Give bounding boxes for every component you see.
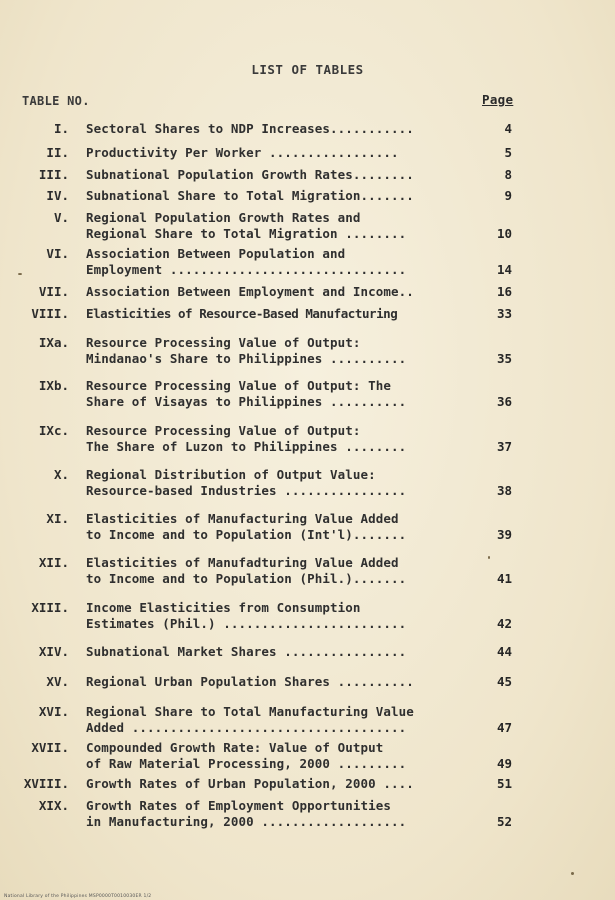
table-title-line: Elasticities of Resource-Based Manufacturing <box>86 306 398 321</box>
table-title <box>86 246 484 278</box>
table-title <box>86 423 484 455</box>
paper-speck <box>18 273 22 275</box>
table-title <box>86 188 484 204</box>
table-title <box>86 600 484 632</box>
page-number: 45 <box>496 674 512 689</box>
table-number: I. <box>53 121 69 136</box>
page-number: 14 <box>496 262 512 277</box>
table-title <box>86 210 484 242</box>
table-title <box>86 644 484 660</box>
table-title-line: Resource-based Industries ................ <box>86 483 407 498</box>
page-number: 10 <box>496 226 512 241</box>
table-title <box>86 555 484 587</box>
table-title <box>86 378 484 410</box>
table-number: VI. <box>46 246 69 261</box>
page-number: 38 <box>496 483 512 498</box>
table-title-line: Association Between Employment and Income.. <box>86 284 414 299</box>
table-title-line: Subnational Market Shares ................ <box>86 644 407 659</box>
table-title-line: to Income and to Population (Int'l)....... <box>86 527 407 542</box>
table-number: IXc. <box>38 423 69 438</box>
table-number: XV. <box>46 674 69 689</box>
table-title <box>86 306 484 322</box>
table-number: V. <box>53 210 69 225</box>
table-title <box>86 740 484 772</box>
table-number: XII. <box>38 555 69 570</box>
table-title-line: Elasticities of Manufacturing Value Added <box>86 511 399 526</box>
table-number: VII. <box>38 284 69 299</box>
table-title-line: The Share of Luzon to Philippines ........ <box>86 439 407 454</box>
table-number: IV. <box>46 188 69 203</box>
table-title-line: Elasticities of Manufadturing Value Added <box>86 555 399 570</box>
table-number: XVI. <box>38 704 69 719</box>
table-title-line: Added .................................... <box>86 720 407 735</box>
page-title: LIST OF TABLES <box>251 62 364 77</box>
table-number: XIII. <box>31 600 69 615</box>
paper-speck <box>488 556 490 559</box>
table-title-line: Income Elasticities from Consumption <box>86 600 361 615</box>
table-number: IXa. <box>38 335 69 350</box>
table-number: II. <box>46 145 69 160</box>
table-title <box>86 776 484 792</box>
table-number: XIX. <box>38 798 69 813</box>
page-number: 44 <box>496 644 512 659</box>
table-title-line: of Raw Material Processing, 2000 ......... <box>86 756 407 771</box>
table-title <box>86 798 484 830</box>
table-number: III. <box>38 167 69 182</box>
table-title-line: Growth Rates of Employment Opportunities <box>86 798 392 813</box>
paper-speck <box>571 872 574 875</box>
table-title <box>86 674 484 690</box>
page-number: 5 <box>504 145 512 160</box>
table-number: XI. <box>46 511 69 526</box>
page-number: 16 <box>496 284 512 299</box>
table-title <box>86 335 484 367</box>
table-title-line: Mindanao's Share to Philippines .......... <box>86 351 407 366</box>
table-number: XVIII. <box>23 776 69 791</box>
table-title-line: Estimates (Phil.) ........................ <box>86 616 407 631</box>
page-number: 39 <box>496 527 512 542</box>
table-title-line: Subnational Share to Total Migration....... <box>86 188 414 203</box>
page-number: 49 <box>496 756 512 771</box>
page-header: Page <box>482 92 514 107</box>
page-number: 37 <box>496 439 512 454</box>
footer-watermark: National Library of the Philippines MSP0000T0010030ER 1/2 <box>4 894 152 899</box>
table-title-line: Share of Visayas to Philippines .......... <box>86 394 407 409</box>
table-no-header: TABLE NO. <box>22 94 90 108</box>
table-number: IXb. <box>38 378 69 393</box>
page-number: 51 <box>496 776 512 791</box>
page-number: 35 <box>496 351 512 366</box>
table-title-line: Subnational Population Growth Rates........ <box>86 167 414 182</box>
table-title-line: Employment ............................... <box>86 262 407 277</box>
table-title <box>86 121 484 137</box>
table-title-line: in Manufacturing, 2000 ................... <box>86 814 407 829</box>
table-title-line: Growth Rates of Urban Population, 2000 .... <box>86 776 414 791</box>
table-title-line: Regional Urban Population Shares .......... <box>86 674 414 689</box>
table-number: XVII. <box>31 740 69 755</box>
table-title-line: to Income and to Population (Phil.)....... <box>86 571 407 586</box>
page-number: 42 <box>496 616 512 631</box>
page-number: 41 <box>496 571 512 586</box>
table-title-line: Regional Share to Total Migration ........ <box>86 226 407 241</box>
table-title-line: Resource Processing Value of Output: <box>86 423 361 438</box>
table-title <box>86 167 484 183</box>
table-title-line: Regional Share to Total Manufacturing Value <box>86 704 414 719</box>
page-number: 33 <box>496 306 512 321</box>
table-number: XIV. <box>38 644 69 659</box>
table-title-line: Compounded Growth Rate: Value of Output <box>86 740 384 755</box>
table-title-line: Association Between Population and <box>86 246 346 261</box>
page-number: 36 <box>496 394 512 409</box>
table-number: VIII. <box>31 306 69 321</box>
page-number: 47 <box>496 720 512 735</box>
table-title-line: Regional Distribution of Output Value: <box>86 467 376 482</box>
table-title-line: Resource Processing Value of Output: <box>86 335 361 350</box>
table-title <box>86 284 484 300</box>
table-title <box>86 467 484 499</box>
table-title-line: Productivity Per Worker ................. <box>86 145 399 160</box>
table-title <box>86 704 484 736</box>
table-title <box>86 511 484 543</box>
table-number: X. <box>53 467 69 482</box>
table-title-line: Regional Population Growth Rates and <box>86 210 361 225</box>
table-title-line: Sectoral Shares to NDP Increases........... <box>86 121 414 136</box>
table-title-line: Resource Processing Value of Output: The <box>86 378 392 393</box>
page-number: 52 <box>496 814 512 829</box>
page-number: 8 <box>504 167 512 182</box>
table-title <box>86 145 484 161</box>
page-number: 9 <box>504 188 512 203</box>
page-number: 4 <box>504 121 512 136</box>
